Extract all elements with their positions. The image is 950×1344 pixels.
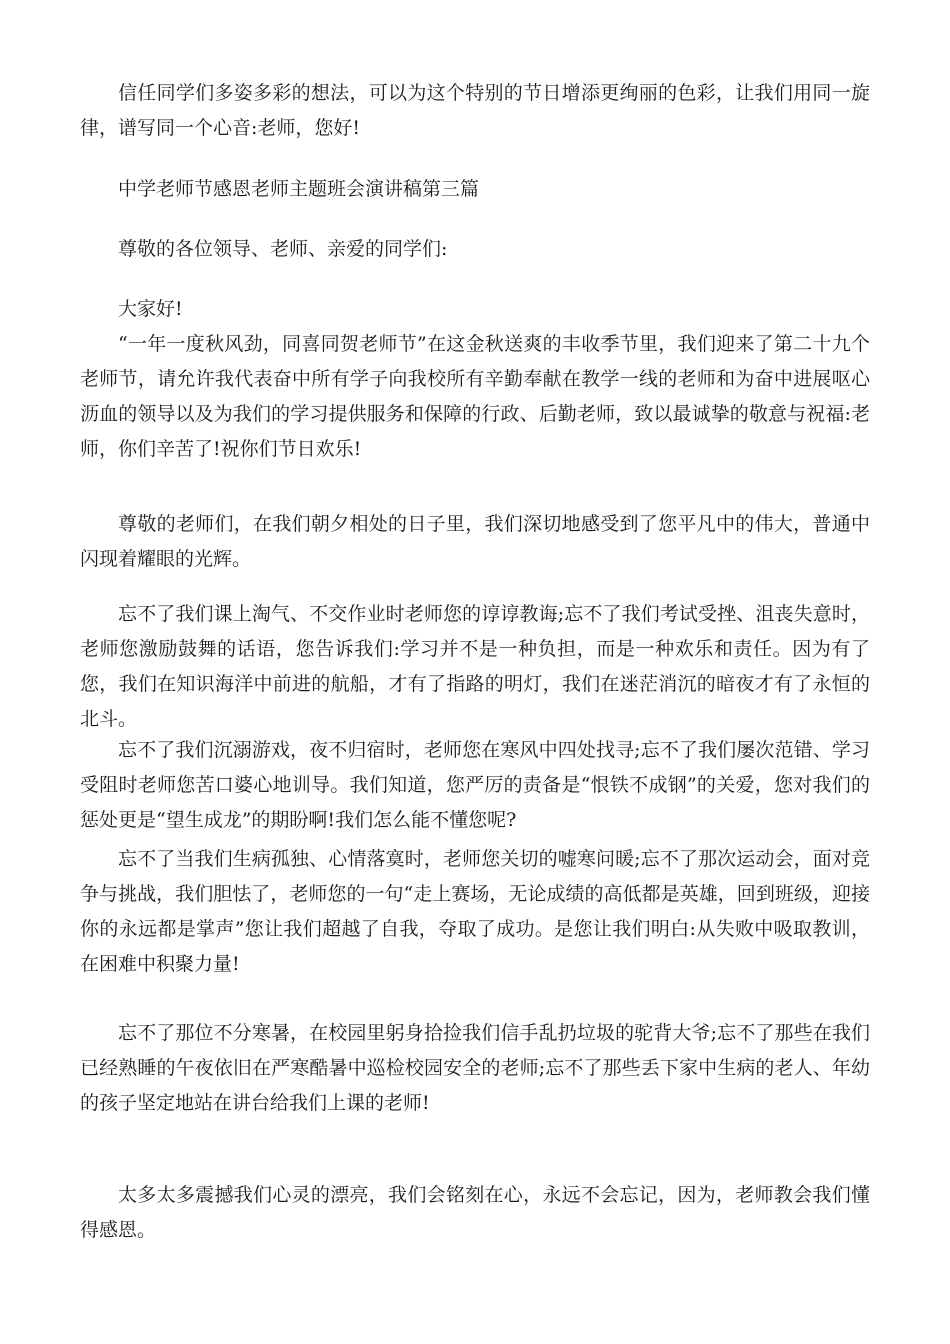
paragraph-cannot-forget-4: 忘不了那位不分寒暑，在校园里躬身拾捡我们信手乱扔垃圾的驼背大爷;忘不了那些在我们已经熟睡的午夜依旧在严寒酷暑中巡检校园安全的老师;忘不了那些丢下家中生病的老人、年幼的孩子坚定地站在讲台给我们上课的老师!: [80, 1022, 870, 1114]
section-title: 中学老师节感恩老师主题班会演讲稿第三篇: [118, 178, 480, 200]
greeting: 大家好!: [118, 298, 183, 320]
paragraph-cannot-forget-2: 忘不了我们沉溺游戏，夜不归宿时，老师您在寒风中四处找寻;忘不了我们屡次范错、学习受阻时老师您苦口婆心地训导。我们知道，您严厉的责备是“恨铁不成钢”的关爱，您对我们的惩处更是“望生成龙”的期盼啊!我们怎么能不懂您呢?: [80, 739, 870, 831]
paragraph-cannot-forget-3: 忘不了当我们生病孤独、心情落寞时，老师您关切的嘘寒问暖;忘不了那次运动会，面对竞争与挑战，我们胆怯了，老师您的一句“走上赛场，无论成绩的高低都是英雄，回到班级，迎接你的永远都是掌声”您让我们超越了自我，夺取了成功。是您让我们明白:从失败中吸取教训，在困难中积聚力量!: [80, 848, 870, 975]
paragraph-cannot-forget-1: 忘不了我们课上淘气、不交作业时老师您的谆谆教诲;忘不了我们考试受挫、沮丧失意时，老师您激励鼓舞的话语，您告诉我们:学习并不是一种负担，而是一种欢乐和责任。因为有了您，我们在知识海洋中前进的航船，才有了指路的明灯，我们在迷茫消沉的暗夜才有了永恒的北斗。: [80, 603, 870, 730]
paragraph-intro-continuation: 信任同学们多姿多彩的想法，可以为这个特别的节日增添更绚丽的色彩，让我们用同一旋律，谱写同一个心音:老师，您好!: [80, 82, 870, 139]
salutation: 尊敬的各位领导、老师、亲爱的同学们:: [118, 238, 448, 260]
paragraph-respected-teachers: 尊敬的老师们，在我们朝夕相处的日子里，我们深切地感受到了您平凡中的伟大，普通中闪现着耀眼的光辉。: [80, 513, 870, 570]
paragraph-gratitude: 太多太多震撼我们心灵的漂亮，我们会铭刻在心，永远不会忘记，因为，老师教会我们懂得感恩。: [80, 1184, 870, 1241]
paragraph-teachers-day: “一年一度秋风劲，同喜同贺老师节”在这金秋送爽的丰收季节里，我们迎来了第二十九个老师节，请允许我代表奋中所有学子向我校所有辛勤奉献在教学一线的老师和为奋中进展呕心沥血的领导以及为我们的学习提供服务和保障的行政、后勤老师，致以最诚挚的敬意与祝福:老师，你们辛苦了!祝你们节日欢乐!: [80, 333, 870, 460]
